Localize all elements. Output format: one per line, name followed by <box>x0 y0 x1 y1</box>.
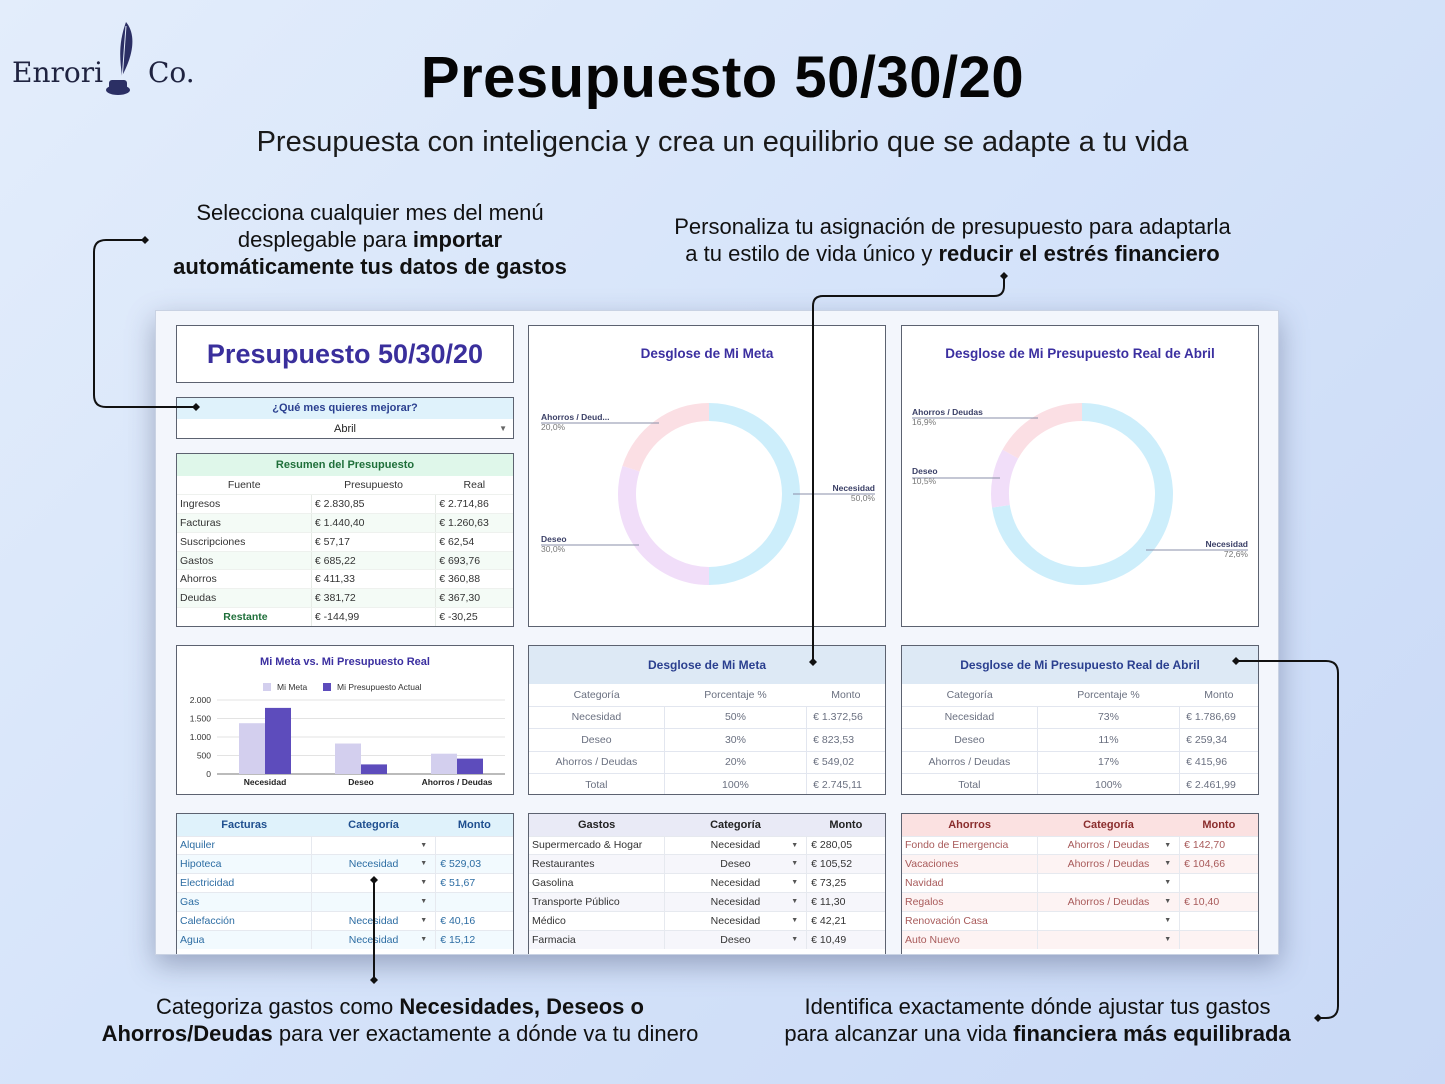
callout-text: desplegable para <box>237 227 413 252</box>
table-cell: € 62,54 <box>436 532 513 551</box>
item-name[interactable]: Alquiler <box>177 836 311 855</box>
table-header: Monto <box>807 814 885 836</box>
table-header: Categoría <box>573 688 620 701</box>
table-cell: € 415,96 <box>1180 751 1258 774</box>
item-name[interactable]: Gasolina <box>529 874 664 893</box>
table-cell: Suscripciones <box>177 532 311 551</box>
amount-cell[interactable]: € 104,66 <box>1180 855 1258 874</box>
chevron-down-icon[interactable]: ▼ <box>499 424 507 433</box>
table-cell: € -30,25 <box>436 608 513 627</box>
chevron-down-icon[interactable]: ▼ <box>791 935 799 943</box>
table-cell: € 693,76 <box>436 551 513 570</box>
table-title: Desglose de Mi Presupuesto Real de Abril <box>902 646 1258 684</box>
table-cell: Necesidad <box>902 706 1037 729</box>
callout-text: para alcanzar una vida <box>784 1021 1014 1046</box>
callout-text: Identifica exactamente dónde ajustar tus gastos <box>804 994 1271 1019</box>
slice-percent: 10,5% <box>912 476 937 486</box>
callout-bold-text: automáticamente tus datos de gastos <box>173 254 567 279</box>
callout-bold-text: importar <box>412 227 503 252</box>
legend-label: Mi Presupuesto Actual <box>337 682 422 692</box>
callout-text: Categoriza gastos como <box>156 994 400 1019</box>
amount-cell[interactable]: € 15,12 <box>436 930 513 949</box>
chevron-down-icon[interactable]: ▼ <box>1164 898 1172 906</box>
table-cell: Ahorros <box>177 570 311 589</box>
amount-cell[interactable]: € 73,25 <box>807 874 885 893</box>
slice-label: Necesidad <box>1205 539 1248 549</box>
summary-header: Real <box>436 476 513 495</box>
table-cell: Ahorros / Deudas <box>529 751 664 774</box>
page-title: Presupuesto 50/30/20 <box>420 45 1025 110</box>
connector-dot <box>370 876 378 884</box>
slice-label: Ahorros / Deud... <box>541 412 610 422</box>
chevron-down-icon[interactable]: ▼ <box>1164 841 1172 849</box>
chevron-down-icon[interactable]: ▼ <box>420 898 428 906</box>
chart-title: Mi Meta vs. Mi Presupuesto Real <box>260 656 430 668</box>
item-name[interactable]: Médico <box>529 912 664 931</box>
chevron-down-icon[interactable]: ▼ <box>791 841 799 849</box>
x-category-label: Ahorros / Deudas <box>421 777 493 787</box>
table-cell: € 2.714,86 <box>436 495 513 514</box>
callout-bold-text: financiera más equilibrada <box>1013 1021 1291 1046</box>
table-cell: Restante <box>177 608 311 627</box>
amount-cell[interactable]: € 280,05 <box>807 836 885 855</box>
connector-dot <box>1314 1014 1322 1022</box>
connector-dot <box>192 403 200 411</box>
month-dropdown-value: Abril <box>333 423 356 435</box>
table-cell: € 1.260,63 <box>436 514 513 533</box>
table-cell: € 2.461,99 <box>1180 774 1258 796</box>
table-cell: 100% <box>1037 774 1179 796</box>
legend-label: Mi Meta <box>277 682 308 692</box>
category-value: Necesidad <box>348 934 399 947</box>
callout-text: para ver exactamente a dónde va tu dinero <box>272 1021 699 1046</box>
category-value: Necesidad <box>710 877 761 890</box>
item-name[interactable]: Farmacia <box>529 930 664 949</box>
summary-title: Resumen del Presupuesto <box>177 454 513 476</box>
item-name[interactable]: Agua <box>177 930 311 949</box>
item-name[interactable]: Supermercado & Hogar <box>529 836 664 855</box>
amount-cell[interactable]: € 529,03 <box>436 855 513 874</box>
chart-title: Desglose de Mi Presupuesto Real de Abril <box>945 346 1215 361</box>
chevron-down-icon[interactable]: ▼ <box>420 935 428 943</box>
callout-text: Selecciona cualquier mes del menú <box>196 200 544 225</box>
table-cell: Ahorros / Deudas <box>902 751 1037 774</box>
table-cell: 11% <box>1037 729 1179 752</box>
slice-label: Deseo <box>912 466 938 476</box>
connector-line <box>94 240 196 407</box>
table-header: Categoría <box>311 814 435 836</box>
amount-cell[interactable]: € 42,21 <box>807 912 885 931</box>
category-value: Ahorros / Deudas <box>1067 896 1150 909</box>
chevron-down-icon[interactable]: ▼ <box>1164 879 1172 887</box>
table-header: Monto <box>436 814 513 836</box>
chevron-down-icon[interactable]: ▼ <box>420 860 428 868</box>
slice-percent: 50,0% <box>850 493 875 503</box>
slice-label: Necesidad <box>832 483 875 493</box>
table-cell: € 823,53 <box>807 729 885 752</box>
category-value: Necesidad <box>348 915 399 927</box>
item-name[interactable]: Auto Nuevo <box>902 930 1037 949</box>
amount-cell[interactable]: € 105,52 <box>807 855 885 874</box>
connector-line <box>813 276 1004 662</box>
chevron-down-icon[interactable]: ▼ <box>420 841 428 849</box>
y-tick-label: 500 <box>196 750 211 761</box>
connector-dot <box>809 658 817 666</box>
summary-header: Fuente <box>177 476 311 495</box>
item-name[interactable]: Calefacción <box>177 912 311 931</box>
callout-bold-text: Ahorros/Deudas <box>101 1021 273 1046</box>
table-cell: 30% <box>664 729 806 752</box>
category-value: Necesidad <box>710 915 761 927</box>
table-header: Monto <box>1180 814 1258 836</box>
table-cell: 100% <box>664 774 806 796</box>
table-cell: € 2.745,11 <box>807 774 885 796</box>
table-cell: € 367,30 <box>436 589 513 608</box>
table-cell: 50% <box>664 706 806 729</box>
table-cell: Necesidad <box>529 706 664 729</box>
table-cell: Deseo <box>529 729 664 752</box>
item-name[interactable]: Restaurantes <box>529 855 664 874</box>
table-cell: 20% <box>664 751 806 774</box>
amount-cell[interactable]: € 40,16 <box>436 912 513 931</box>
table-header: Categoría <box>664 814 806 836</box>
amount-cell[interactable]: € 142,70 <box>1180 836 1258 855</box>
table-cell: € 259,34 <box>1180 729 1258 752</box>
table-cell: 73% <box>1037 706 1179 729</box>
table-title: Desglose de Mi Meta <box>529 646 885 684</box>
item-name[interactable]: Vacaciones <box>902 855 1037 874</box>
table-cell: € 549,02 <box>807 751 885 774</box>
table-header: Facturas <box>177 814 311 836</box>
table-cell: € 1.372,56 <box>807 706 885 729</box>
amount-cell[interactable]: € 51,67 <box>436 874 513 893</box>
table-cell: € 1.440,40 <box>311 514 435 533</box>
callout-text: a tu estilo de vida único y <box>685 241 939 266</box>
y-tick-label: 1.500 <box>189 713 211 724</box>
table-header: Gastos <box>529 814 664 836</box>
connector-dot <box>1000 272 1008 280</box>
table-header: Monto <box>831 688 861 701</box>
connector-dot <box>141 236 149 244</box>
amount-cell[interactable]: € 10,40 <box>1180 893 1258 912</box>
y-tick-label: 2.000 <box>189 695 211 705</box>
chevron-down-icon[interactable]: ▼ <box>420 879 428 887</box>
slice-percent: 20,0% <box>541 422 566 432</box>
table-cell: Facturas <box>177 514 311 533</box>
item-name[interactable]: Transporte Público <box>529 893 664 912</box>
category-value: Necesidad <box>710 896 761 909</box>
connector-line <box>1236 661 1338 1018</box>
item-name[interactable]: Hipoteca <box>177 855 311 874</box>
category-value: Ahorros / Deudas <box>1067 858 1150 871</box>
table-header: Ahorros <box>902 814 1037 836</box>
connector-dot <box>1232 657 1240 665</box>
table-cell: Ingresos <box>177 495 311 514</box>
summary-header: Presupuesto <box>311 476 435 495</box>
table-cell: € 1.786,69 <box>1180 706 1258 729</box>
item-name[interactable]: Renovación Casa <box>902 912 1037 931</box>
chevron-down-icon[interactable]: ▼ <box>1164 935 1172 943</box>
amount-cell[interactable]: € 10,49 <box>807 930 885 949</box>
table-cell: € 381,72 <box>311 589 435 608</box>
item-name[interactable]: Navidad <box>902 874 1037 893</box>
page-subtitle: Presupuesta con inteligencia y crea un equilibrio que se adapte a tu vida <box>256 126 1189 158</box>
table-cell: € 411,33 <box>311 570 435 589</box>
y-tick-label: 1.000 <box>189 732 211 742</box>
item-name[interactable]: Gas <box>177 893 311 912</box>
category-value: Deseo <box>720 934 751 947</box>
table-cell: Deudas <box>177 589 311 608</box>
chevron-down-icon[interactable]: ▼ <box>1164 860 1172 868</box>
table-cell: € -144,99 <box>311 608 435 627</box>
table-header: Categoría <box>1037 814 1179 836</box>
table-header: Porcentaje % <box>704 688 767 701</box>
category-value: Necesidad <box>710 839 761 852</box>
slice-label: Deseo <box>541 534 567 544</box>
table-header: Categoría <box>946 688 993 701</box>
category-value: Deseo <box>720 858 751 871</box>
table-cell: Total <box>529 774 664 796</box>
table-cell: € 360,88 <box>436 570 513 589</box>
table-cell: 17% <box>1037 751 1179 774</box>
table-cell: Total <box>902 774 1037 796</box>
item-name[interactable]: Fondo de Emergencia <box>902 836 1037 855</box>
table-cell: € 57,17 <box>311 532 435 551</box>
table-cell: € 685,22 <box>311 551 435 570</box>
table-cell: Gastos <box>177 551 311 570</box>
chevron-down-icon[interactable]: ▼ <box>791 879 799 887</box>
x-category-label: Necesidad <box>243 777 287 787</box>
x-category-label: Deseo <box>348 777 374 787</box>
slice-percent: 16,9% <box>912 417 937 427</box>
table-header: Monto <box>1204 688 1234 701</box>
slice-percent: 30,0% <box>541 544 566 554</box>
chevron-down-icon[interactable]: ▼ <box>1164 917 1172 925</box>
item-name[interactable]: Electricidad <box>177 874 311 893</box>
table-cell: € 2.830,85 <box>311 495 435 514</box>
slice-label: Ahorros / Deudas <box>912 407 983 417</box>
category-value: Necesidad <box>348 858 399 871</box>
y-tick-label: 0 <box>206 769 211 779</box>
item-name[interactable]: Regalos <box>902 893 1037 912</box>
month-question: ¿Qué mes quieres mejorar? <box>177 398 513 419</box>
chart-title: Desglose de Mi Meta <box>640 346 774 361</box>
table-header: Porcentaje % <box>1077 688 1140 701</box>
connector-dot <box>370 976 378 984</box>
brand-name-left: Enrori <box>12 56 104 89</box>
table-cell: Deseo <box>902 729 1037 752</box>
chevron-down-icon[interactable]: ▼ <box>420 917 428 925</box>
chevron-down-icon[interactable]: ▼ <box>791 917 799 925</box>
category-value: Ahorros / Deudas <box>1067 839 1150 852</box>
slice-percent: 72,6% <box>1223 549 1248 559</box>
chevron-down-icon[interactable]: ▼ <box>791 860 799 868</box>
callout-text: Personaliza tu asignación de presupuesto para adaptarla <box>674 214 1231 239</box>
chevron-down-icon[interactable]: ▼ <box>791 898 799 906</box>
sheet-title: Presupuesto 50/30/20 <box>206 338 484 369</box>
amount-cell[interactable]: € 11,30 <box>807 893 885 912</box>
callout-bold-text: reducir el estrés financiero <box>938 241 1220 266</box>
brand-name-right: Co. <box>148 56 195 89</box>
callout-bold-text: Necesidades, Deseos o <box>399 994 644 1019</box>
